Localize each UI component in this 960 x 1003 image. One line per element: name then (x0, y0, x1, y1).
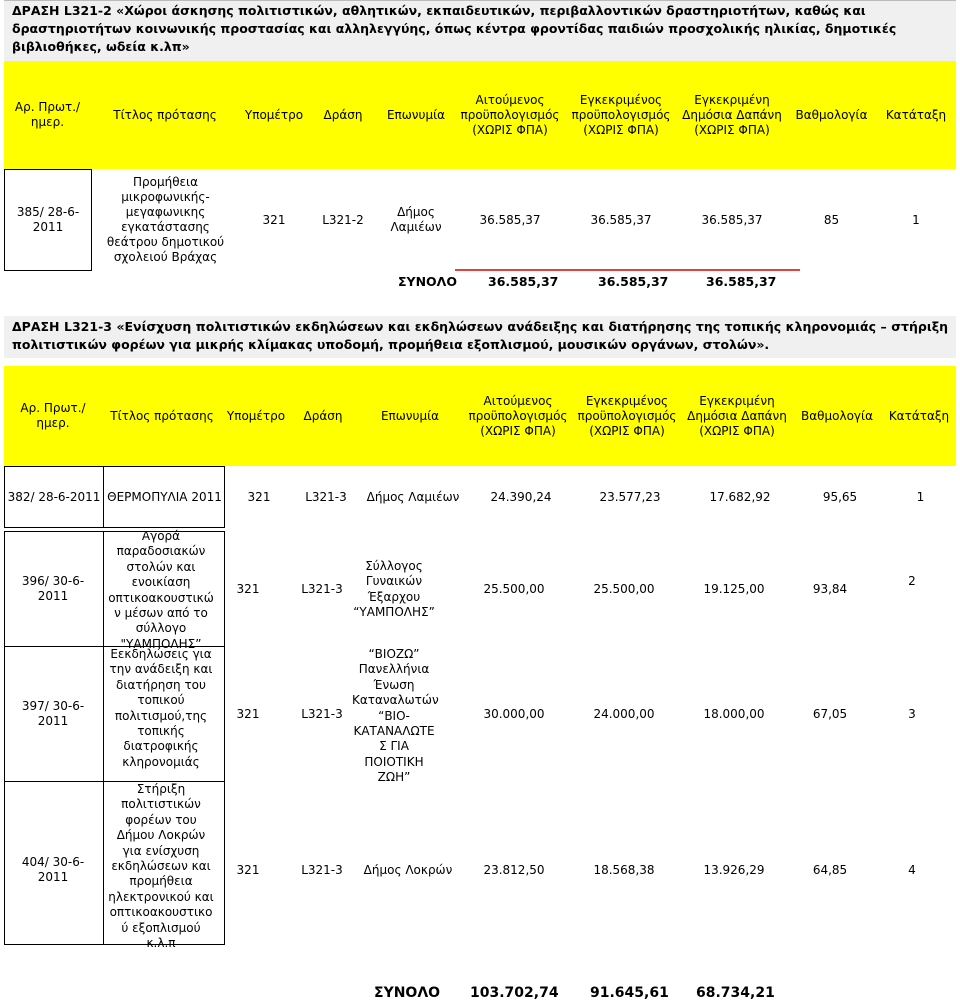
col-public: Εγκεκριμένη Δημόσια Δαπάνη (ΧΩΡΙΣ ΦΠΑ) (682, 92, 782, 137)
total-requested: 36.585,37 (488, 274, 559, 289)
row-public: 36.585,37 (701, 212, 763, 227)
total-requested: 103.702,74 (470, 985, 559, 1001)
row-title: Αγορά παραδοσιακών στολών και ενοικίαση οπτικοακουστικώ ν μέσων από το σύλλογο "ΥΑΜΠΟΛΗΣ” (108, 529, 214, 651)
total-approved: 36.585,37 (598, 274, 669, 289)
col-prot: Αρ. Πρωτ./ημερ. (14, 100, 81, 129)
row-measure: 321 (262, 212, 286, 227)
col-action: Δράση (323, 107, 363, 122)
section2-table-header (4, 366, 956, 466)
row-public: 17.682,92 (709, 489, 771, 504)
row-name: Δήμος Λαμιέων (390, 205, 442, 234)
col-title: Τίτλος πρότασης (110, 408, 214, 423)
row-title: Εεκδηλώσεις για την ανάδειξη και διατήρηση του τοπικού πολιτισμού,της τοπικής διατροφικής κληρονομιάς (109, 647, 213, 769)
row-name: Σύλλογος Γυναικών Έξαρχου “ΥΑΜΠΟΛΗΣ” (353, 559, 435, 620)
row-action: L321-3 (301, 863, 343, 877)
row-public: 13.926,29 (703, 863, 765, 877)
col-measure: Υπομέτρο (244, 107, 304, 122)
col-measure: Υπομέτρο (226, 408, 286, 423)
row-score: 85 (823, 212, 840, 227)
row-rank: 2 (908, 574, 916, 588)
col-public: Εγκεκριμένη Δημόσια Δαπάνη (ΧΩΡΙΣ ΦΠΑ) (687, 393, 787, 438)
row-requested: 24.390,24 (490, 489, 552, 504)
row-rank: 1 (912, 212, 920, 227)
row-rank: 4 (908, 863, 916, 877)
row-name: Δήμος Λαμιέων (366, 489, 460, 504)
row-requested: 36.585,37 (479, 212, 541, 227)
row-prot: 397/ 30-6-2011 (21, 699, 85, 729)
row-rank: 1 (916, 489, 925, 504)
row-approved: 18.568,38 (593, 863, 655, 877)
row-score: 93,84 (812, 582, 848, 596)
total-public: 68.734,21 (696, 985, 775, 1001)
row-measure: 321 (247, 489, 271, 504)
col-title: Τίτλος πρότασης (113, 107, 217, 122)
row-requested: 30.000,00 (483, 707, 545, 721)
row-approved: 25.500,00 (593, 582, 655, 596)
section2-heading: ΔΡΑΣΗ L321-3 «Ενίσχυση πολιτιστικών εκδηλώσεων και εκδηλώσεων ανάδειξης και διατήρησης της τοπικής κληρονομιάς – στήριξη πολιτιστικών φορέων για μικρής κλίμακας υποδομή, προμήθεια εξοπλισμού, μουσικών οργάνων, στολών». (4, 316, 956, 358)
total-public: 36.585,37 (706, 274, 777, 289)
row-prot: 404/ 30-6-2011 (21, 855, 85, 885)
row-approved: 36.585,37 (590, 212, 652, 227)
row-score: 95,65 (822, 489, 858, 504)
row-approved: 24.000,00 (593, 707, 655, 721)
col-name: Επωνυμία (380, 408, 440, 423)
row-measure: 321 (236, 863, 260, 877)
row-prot: 385/ 28-6-2011 (16, 205, 80, 234)
col-score: Βαθμολογία (795, 107, 868, 122)
row-prot: 396/ 30-6-2011 (21, 574, 85, 604)
row-approved: 23.577,23 (599, 489, 661, 504)
row-title: Προμήθεια μικροφωνικής- μεγαφωνικης εγκατάστασης θεάτρου δημοτικού σχολειού Βράχας (106, 175, 225, 264)
row-action: L321-3 (301, 582, 343, 596)
col-requested: Αιτούμενος προϋπολογισμός (ΧΩΡΙΣ ΦΠΑ) (468, 393, 568, 438)
row-score: 67,05 (812, 707, 848, 721)
row-requested: 23.812,50 (483, 863, 545, 877)
total-approved: 91.645,61 (590, 985, 669, 1001)
total-label: ΣΥΝΟΛΟ (398, 274, 457, 289)
row-prot: 382/ 28-6-2011 (7, 489, 101, 504)
row-public: 19.125,00 (703, 582, 765, 596)
row-action: L321-3 (305, 489, 347, 504)
section1-heading: ΔΡΑΣΗ L321-2 «Χώροι άσκησης πολιτιστικών, αθλητικών, εκπαιδευτικών, περιβαλλοντικών δραστηριοτήτων, καθώς και δραστηριοτήτων κοινωνικής προστασίας και αλληλεγγύης, όπως κέντρα φροντίδας παιδιών προσχολικής ηλικίας, δημοτικές βιβλιοθήκες, ωδεία κ.λπ» (4, 0, 956, 61)
total-accent-line (455, 269, 800, 271)
col-requested: Αιτούμενος προϋπολογισμός (ΧΩΡΙΣ ΦΠΑ) (460, 92, 560, 137)
total-label: ΣΥΝΟΛΟ (374, 985, 441, 1001)
row-public: 18.000,00 (703, 707, 765, 721)
row-score: 64,85 (812, 863, 848, 877)
table-row (4, 466, 956, 528)
col-score: Βαθμολογία (801, 408, 873, 423)
col-approved: Εγκεκριμένος προϋπολογισμός (ΧΩΡΙΣ ΦΠΑ) (577, 393, 677, 438)
row-action: L321-2 (322, 212, 364, 227)
col-approved: Εγκεκριμένος προϋπολογισμός (ΧΩΡΙΣ ΦΠΑ) (571, 92, 671, 137)
row-action: L321-3 (301, 707, 343, 721)
row-name: “ΒΙΟΖΩ” Πανελλήνια Ένωση Καταναλωτών “ΒΙΟ- ΚΑΤΑΝΑΛΩΤΕ Σ ΓΙΑ ΠΟΙΟΤΙΚΗ ΖΩΗ” (352, 647, 439, 785)
col-rank: Κατάταξη (885, 107, 947, 122)
row-measure: 321 (236, 582, 260, 596)
row-name: Δήμος Λοκρών (363, 863, 453, 877)
col-action: Δράση (303, 408, 343, 423)
row-measure: 321 (236, 707, 260, 721)
row-requested: 25.500,00 (483, 582, 545, 596)
table-row (4, 169, 956, 271)
col-name: Επωνυμία (386, 107, 446, 122)
row-title: ΘΕΡΜΟΠΥΛΙΑ 2011 (107, 489, 222, 504)
row-rank: 3 (908, 707, 916, 721)
col-rank: Κατάταξη (888, 408, 950, 423)
col-prot: Αρ. Πρωτ./ημερ. (20, 401, 86, 430)
row-title: Στήριξη πολιτιστικών φορέων του Δήμου Λοκρών για ενίσχυση εκδηλώσεων και προμήθεια ηλεκτρονικού και οπτικοακουστικο ύ εξοπλισμού κ.λ.π (108, 782, 214, 951)
section1-table-header (4, 61, 956, 169)
